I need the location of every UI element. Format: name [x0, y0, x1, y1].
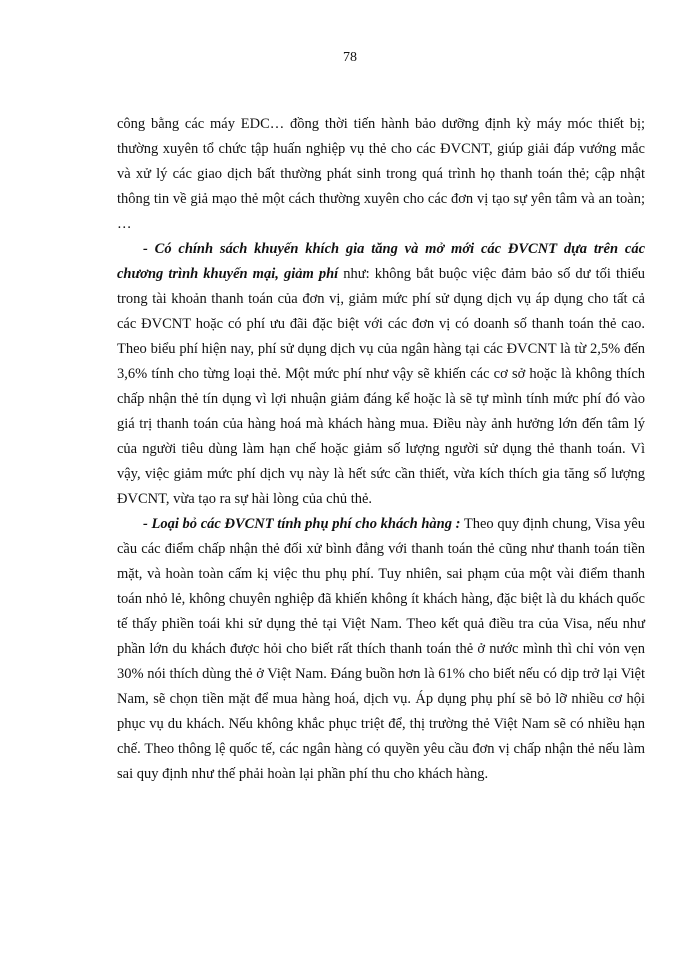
paragraph-text: công bằng các máy EDC… đồng thời tiến hành bảo dưỡng định kỳ máy móc thiết bị; thường xuyên tổ chức tập huấn nghiệp vụ thẻ cho các ĐVCNT, giúp giải đáp vướng mắc và xử lý các giao dịch bất thường phát sinh trong quá trình họ thanh toán thẻ; cập nhật thông tin về giả mạo thẻ một cách thường xuyên cho các đơn vị tạo sự yên tâm và an toàn; …	[117, 116, 645, 232]
paragraph-promotion-policy	[117, 237, 645, 512]
paragraph-text: Theo quy định chung, Visa yêu cầu các điểm chấp nhận thẻ đối xử bình đẳng với thanh toán thẻ cũng như thanh toán tiền mặt, và hoàn toàn cấm kị việc thu phụ phí. Tuy nhiên, sai phạm của một vài điểm thanh toán nhỏ lẻ, không chuyên nghiệp đã khiến không ít khách hàng, đặc biệt là du khách quốc tế thấy phiền toái khi sử dụng thẻ tại Việt Nam. Theo kết quả điều tra của Visa, nếu như phần lớn du khách được hỏi cho biết rất thích thanh toán thẻ ở nước mình thì chỉ vỏn vẹn 30% nói thích dùng thẻ ở Việt Nam. Đáng buồn hơn là 61% cho biết nếu có dịp trở lại Việt Nam, sẽ chọn tiền mặt để mua hàng hoá, dịch vụ. Áp dụng phụ phí sẽ bỏ lỡ nhiều cơ hội phục vụ du khách. Nếu không khắc phục triệt để, thị trường thẻ Việt Nam sẽ có nhiều hạn chế. Theo thông lệ quốc tế, các ngân hàng có quyền yêu cầu đơn vị chấp nhận thẻ nếu làm sai quy định như thế phải hoàn lại phần phí thu cho khách hàng.	[117, 516, 645, 782]
paragraph-text: như: không bắt buộc việc đảm bảo số dư tối thiểu trong tài khoản thanh toán của đơn vị, giảm mức phí sử dụng dịch vụ áp dụng cho tất cả các ĐVCNT hoặc có phí ưu đãi đặc biệt với các đơn vị có doanh số thanh toán thẻ cao. Theo biểu phí hiện nay, phí sử dụng dịch vụ của ngân hàng tại các ĐVCNT là từ 2,5% đến 3,6% tính cho từng loại thẻ. Một mức phí như vậy sẽ khiến các cơ sở hoặc là không thích chấp nhận thẻ tín dụng vì lợi nhuận giảm đáng kể hoặc là sẽ tự mình tính mức phí đó vào giá trị thanh toán của hàng hoá mà khách hàng mua. Điều này ảnh hưởng lớn đến tâm lý của người tiêu dùng làm hạn chế hoặc giảm số lượng người sử dụng thẻ thanh toán. Vì vậy, việc giảm mức phí dịch vụ này là hết sức cần thiết, vừa kích thích gia tăng số lượng ĐVCNT, vừa tạo ra sự hài lòng của chủ thẻ.	[117, 266, 646, 507]
paragraph-continuation	[117, 112, 645, 237]
paragraph-heading: - Loại bỏ các ĐVCNT tính phụ phí cho khách hàng :	[143, 516, 461, 532]
document-body	[117, 112, 645, 787]
paragraph-heading: - Có chính sách khuyến khích gia tăng và mở mới các ĐVCNT dựa trên các chương trình khuyến mại, giảm phí	[117, 241, 645, 282]
paragraph-surcharge-removal	[117, 512, 645, 787]
page-number: 78	[343, 50, 357, 65]
